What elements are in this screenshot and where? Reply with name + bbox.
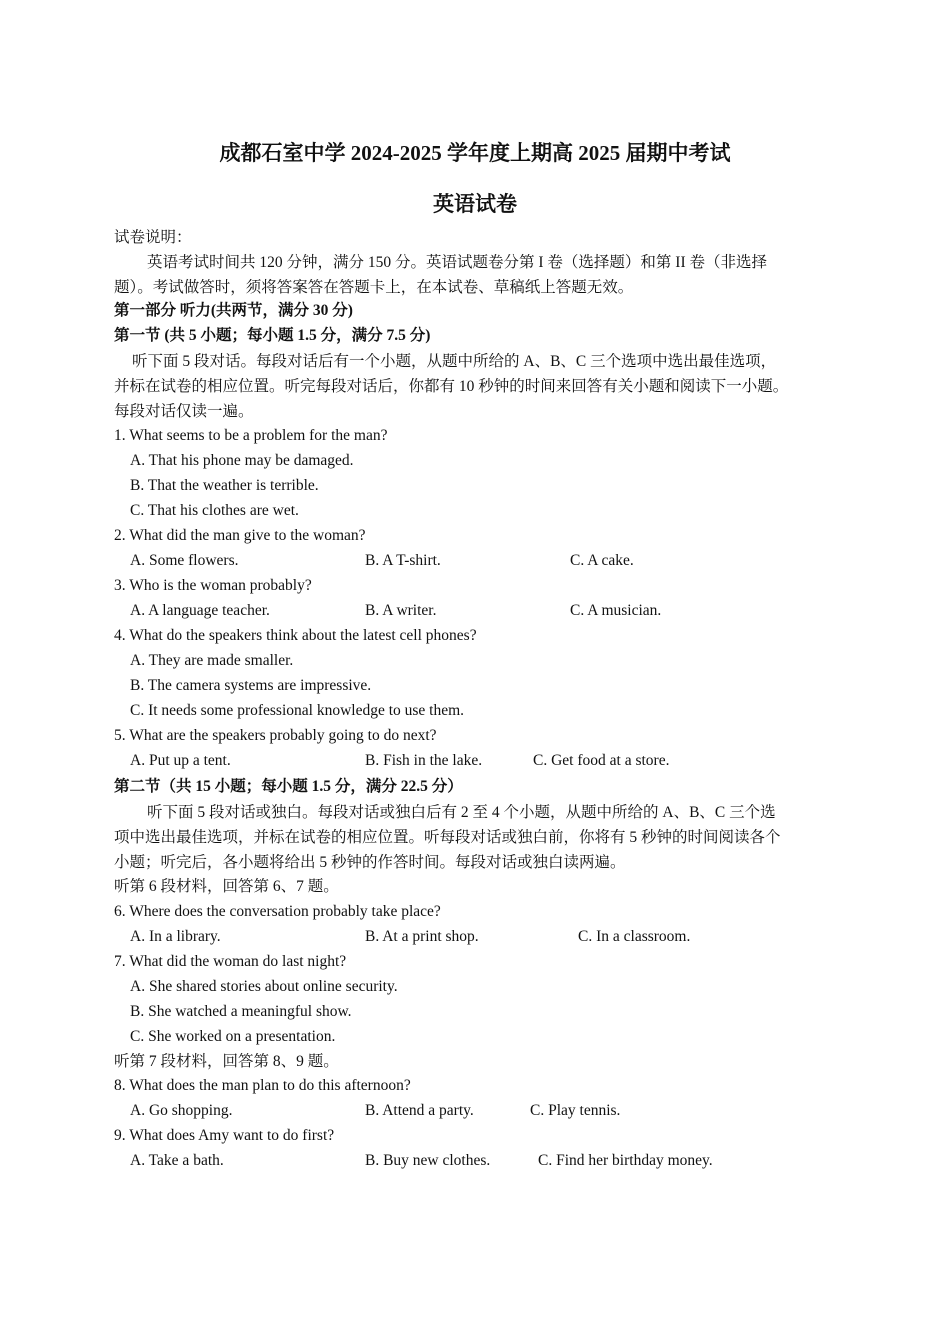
option-c: C. Get food at a store. <box>533 752 670 769</box>
option-b: B. A T-shirt. <box>365 552 441 569</box>
option-a: A. Take a bath. <box>130 1152 224 1169</box>
option-b: B. At a print shop. <box>365 928 479 945</box>
section1-heading: 第一节 (共 5 小题；每小题 1.5 分，满分 7.5 分) <box>114 327 431 344</box>
section2-heading: 第二节（共 15 小题；每小题 1.5 分，满分 22.5 分） <box>114 778 463 795</box>
option-a: A. In a library. <box>130 928 221 945</box>
section2-directions <box>114 800 854 875</box>
intro-label: 试卷说明： <box>114 229 192 246</box>
question-stem: 3. Who is the woman probably? <box>114 577 312 594</box>
intro-line: 英语考试时间共 120 分钟，满分 150 分。英语试题卷分第 I 卷（选择题）和第 II 卷（非选择 <box>147 254 767 271</box>
option-a: A. They are made smaller. <box>130 652 294 669</box>
directions-line: 每段对话仅读一遍。 <box>114 403 254 420</box>
directions-line: 项中选出最佳选项，并标在试卷的相应位置。听每段对话或独白前，你将有 5 秒钟的时间阅读各个 <box>114 829 781 846</box>
option-a: A. Some flowers. <box>130 552 239 569</box>
option-b: B. The camera systems are impressive. <box>130 677 372 694</box>
question-stem: 1. What seems to be a problem for the man? <box>114 427 388 444</box>
option-b: B. She watched a meaningful show. <box>130 1003 352 1020</box>
option-b: B. Fish in the lake. <box>365 752 483 769</box>
option-b: B. Attend a party. <box>365 1102 474 1119</box>
question-stem: 7. What did the woman do last night? <box>114 953 347 970</box>
question-stem: 9. What does Amy want to do first? <box>114 1127 335 1144</box>
option-b: B. Buy new clothes. <box>365 1152 491 1169</box>
option-c: C. Find her birthday money. <box>538 1152 713 1169</box>
material-note: 听第 6 段材料，回答第 6、7 题。 <box>114 878 339 895</box>
option-c: C. She worked on a presentation. <box>130 1028 336 1045</box>
option-a: A. She shared stories about online security. <box>130 978 398 995</box>
option-a: A. Go shopping. <box>130 1102 233 1119</box>
option-c: C. It needs some professional knowledge to use them. <box>130 702 465 719</box>
option-c: C. That his clothes are wet. <box>130 502 299 519</box>
option-c: C. In a classroom. <box>578 928 691 945</box>
option-c: C. A cake. <box>570 552 634 569</box>
question-stem: 2. What did the man give to the woman? <box>114 527 366 544</box>
part1-heading: 第一部分 听力(共两节，满分 30 分) <box>114 302 353 319</box>
option-a: A. That his phone may be damaged. <box>130 452 354 469</box>
question-stem: 4. What do the speakers think about the latest cell phones? <box>114 627 477 644</box>
material-note: 听第 7 段材料，回答第 8、9 题。 <box>114 1053 339 1070</box>
exam-title: 成都石室中学 2024-2025 学年度上期高 2025 届期中考试 <box>219 141 731 165</box>
directions-line: 小题；听完后，各小题将给出 5 秒钟的作答时间。每段对话或独白读两遍。 <box>114 854 626 871</box>
question-stem: 8. What does the man plan to do this afternoon? <box>114 1077 411 1094</box>
question-stem: 5. What are the speakers probably going to do next? <box>114 727 437 744</box>
option-a: A. A language teacher. <box>130 602 270 619</box>
directions-line: 听下面 5 段对话。每段对话后有一个小题，从题中所给的 A、B、C 三个选项中选出最佳选项， <box>132 353 777 370</box>
directions-line: 并标在试卷的相应位置。听完每段对话后，你都有 10 秒钟的时间来回答有关小题和阅读下一小题。 <box>114 378 789 395</box>
option-b: B. That the weather is terrible. <box>130 477 319 494</box>
section1-directions <box>114 349 854 424</box>
directions-line: 听下面 5 段对话或独白。每段对话或独白后有 2 至 4 个小题，从题中所给的 A、B、C 三个选 <box>147 804 776 821</box>
intro-line: 题）。考试做答时，须将答案答在答题卡上，在本试卷、草稿纸上答题无效。 <box>114 279 634 296</box>
option-c: C. Play tennis. <box>530 1102 621 1119</box>
intro-text <box>114 250 854 300</box>
question-stem: 6. Where does the conversation probably take place? <box>114 903 441 920</box>
option-c: C. A musician. <box>570 602 662 619</box>
option-b: B. A writer. <box>365 602 437 619</box>
exam-subtitle: 英语试卷 <box>433 192 517 216</box>
option-a: A. Put up a tent. <box>130 752 231 769</box>
